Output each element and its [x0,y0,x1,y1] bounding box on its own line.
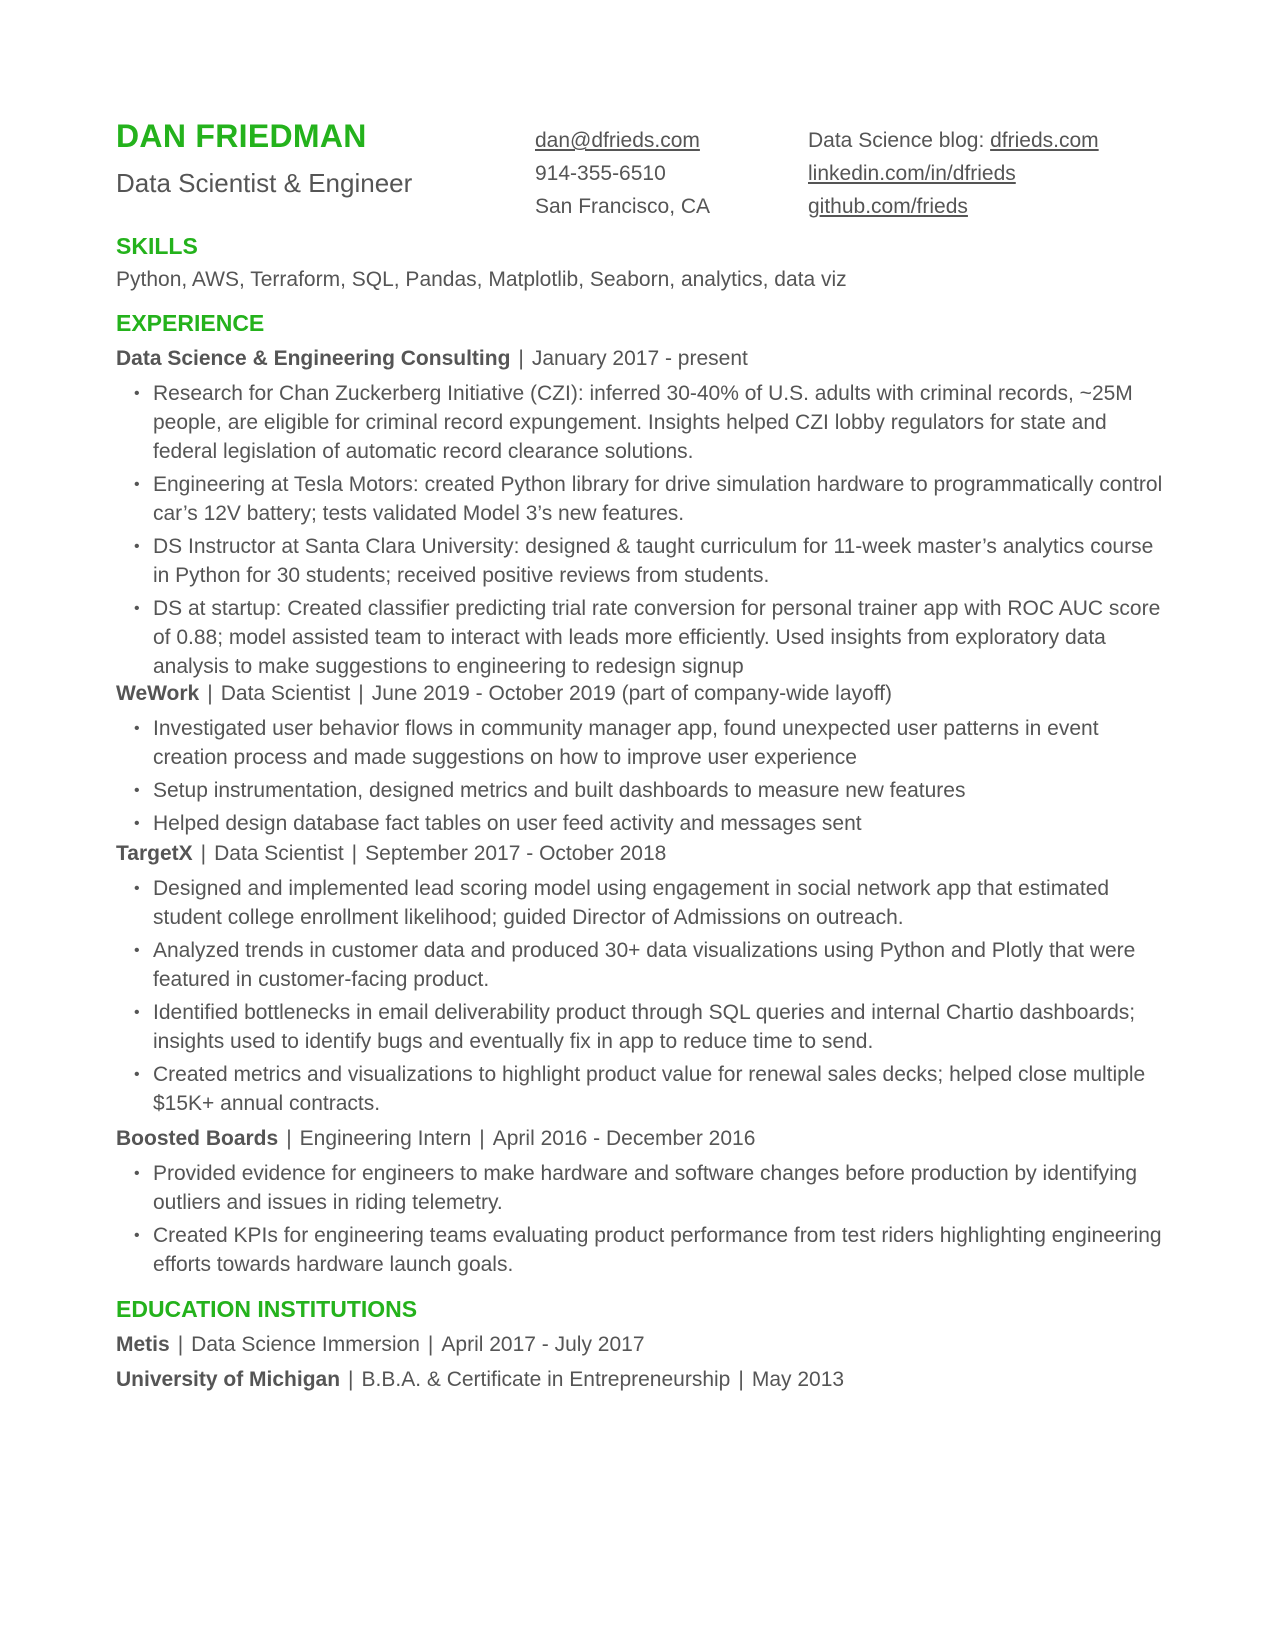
separator: | [348,1368,354,1391]
separator: | [207,682,213,705]
education-entry-michigan [116,1368,844,1392]
job-header-boosted [116,1127,755,1151]
separator: | [177,1333,184,1356]
linkedin-link[interactable]: linkedin.com/in/dfrieds [808,162,1016,185]
job-bullets-wework [134,714,1164,842]
skills-list: Python, AWS, Terraform, SQL, Pandas, Matplotlib, Seaborn, analytics, data viz [116,268,847,291]
candidate-name: DAN FRIEDMAN [116,118,367,154]
job-role: Engineering Intern [299,1127,472,1150]
education-dates: April 2017 - July 2017 [441,1333,645,1356]
separator: | [286,1127,292,1150]
separator: | [351,842,358,865]
resume-header [116,118,1166,228]
education-heading: EDUCATION INSTITUTIONS [116,1296,418,1322]
education-entry-metis [116,1333,645,1357]
contact-column [535,124,710,223]
job-role: Data Scientist [214,842,344,865]
separator: | [358,682,364,705]
education-dates: May 2013 [751,1368,845,1391]
links-column [808,124,1099,223]
candidate-title: Data Scientist & Engineer [116,168,413,198]
job-dates: January 2017 - present [531,347,748,370]
company-name: Data Science & Engineering Consulting [116,347,511,370]
experience-heading: EXPERIENCE [116,310,265,336]
list-item: • Identified bottlenecks in email deliverability product through SQL queries and internal Chartio dashboards; insights used to identify bugs and eventually fix in app to reduce time to send. [134,998,1164,1056]
list-item: • Investigated user behavior flows in community manager app, found unexpected user patterns in event creation process and made suggestions on how to improve user experience [134,714,1164,772]
separator: | [479,1127,485,1150]
separator: | [518,347,524,370]
list-item: • DS Instructor at Santa Clara University: designed & taught curriculum for 11-week master’s analytics course in Python for 30 students; received positive reviews from students. [134,532,1164,590]
list-item: • Engineering at Tesla Motors: created Python library for drive simulation hardware to programmatically control car’s 12V battery; tests validated Model 3’s new features. [134,470,1164,528]
list-item: • DS at startup: Created classifier predicting trial rate conversion for personal trainer app with ROC AUC score of 0.88; model assisted team to interact with leads more efficiently. Used insights from exploratory data analysis to make suggestions to engineering to redesign signup [134,594,1164,681]
job-dates: April 2016 - December 2016 [492,1127,756,1150]
job-dates: September 2017 - October 2018 [365,842,667,865]
job-bullets-boosted [134,1159,1164,1283]
company-name: TargetX [116,842,193,865]
program: Data Science Immersion [191,1333,420,1356]
list-item: • Designed and implemented lead scoring model using engagement in social network app that estimated student college enrollment likelihood; guided Director of Admissions on outreach. [134,874,1164,932]
list-item: • Helped design database fact tables on user feed activity and messages sent [134,809,1164,838]
phone-number: 914-355-6510 [535,162,666,185]
job-header-consulting [116,347,748,371]
job-header-wework [116,682,892,706]
email-link[interactable]: dan@dfrieds.com [535,129,700,152]
list-item: • Setup instrumentation, designed metrics and built dashboards to measure new features [134,776,1164,805]
school-name: Metis [116,1333,170,1356]
company-name: Boosted Boards [116,1127,279,1150]
skills-heading: SKILLS [116,233,198,259]
school-name: University of Michigan [116,1368,341,1391]
github-link[interactable]: github.com/frieds [808,195,968,218]
job-role: Data Scientist [220,682,351,705]
separator: | [427,1333,434,1356]
list-item: • Research for Chan Zuckerberg Initiative (CZI): inferred 30-40% of U.S. adults with criminal records, ~25M people, are eligible for criminal record expungement. Insights helped CZI lobby regulators for state and federal legislation of automatic record clearance solutions. [134,379,1164,466]
job-dates: June 2019 - October 2019 (part of company-wide layoff) [371,682,892,705]
job-header-targetx [116,842,666,866]
list-item: • Provided evidence for engineers to make hardware and software changes before production by identifying outliers and issues in riding telemetry. [134,1159,1164,1217]
location: San Francisco, CA [535,195,711,218]
list-item: • Created KPIs for engineering teams evaluating product performance from test riders highlighting engineering efforts towards hardware launch goals. [134,1221,1164,1279]
job-bullets-targetx [134,874,1164,1122]
blog-link[interactable]: dfrieds.com [990,129,1099,152]
list-item: • Analyzed trends in customer data and produced 30+ data visualizations using Python and Plotly that were featured in customer-facing product. [134,936,1164,994]
job-bullets-consulting [134,379,1164,685]
separator: | [738,1368,744,1391]
company-name: WeWork [116,682,200,705]
list-item: • Created metrics and visualizations to highlight product value for renewal sales decks; helped close multiple $15K+ annual contracts. [134,1060,1164,1118]
separator: | [200,842,207,865]
program: B.B.A. & Certificate in Entrepreneurship [361,1368,731,1391]
blog-label: Data Science blog: [808,129,991,152]
